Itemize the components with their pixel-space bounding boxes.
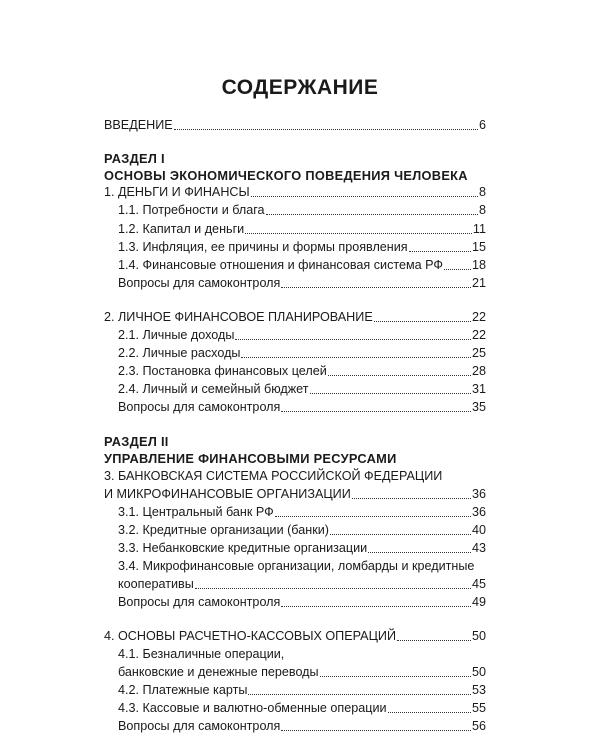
entry-page: 36 <box>471 487 486 501</box>
dot-leader <box>328 375 471 376</box>
dot-leader <box>281 606 471 607</box>
toc-entry-chapter-4[interactable] <box>104 629 486 644</box>
entry-title: 1.3. Инфляция, ее причины и формы проявления <box>118 240 408 254</box>
dot-leader <box>281 730 471 731</box>
entry-title: 2.1. Личные доходы <box>118 328 235 342</box>
entry-page: 8 <box>478 203 486 217</box>
entry-title: Вопросы для самоконтроля <box>118 400 281 414</box>
entry-page: 53 <box>471 683 486 697</box>
entry-page: 25 <box>471 346 486 360</box>
entry-title: 2. ЛИЧНОЕ ФИНАНСОВОЕ ПЛАНИРОВАНИЕ <box>104 310 373 324</box>
entry-title: И МИКРОФИНАНСОВЫЕ ОРГАНИЗАЦИИ <box>104 487 351 501</box>
entry-page: 43 <box>471 541 486 555</box>
entry-page: 22 <box>471 310 486 324</box>
toc-entry-chapter-1[interactable] <box>104 185 486 200</box>
entry-page: 31 <box>471 382 486 396</box>
toc-entry[interactable] <box>118 382 486 397</box>
entry-page: 40 <box>471 523 486 537</box>
dot-leader <box>368 552 471 553</box>
entry-title: кооперативы <box>118 577 194 591</box>
dot-leader <box>444 269 471 270</box>
toc-entry-chapter-3[interactable] <box>104 487 486 502</box>
entry-title: 2.2. Личные расходы <box>118 346 241 360</box>
entry-page: 15 <box>471 240 486 254</box>
entry-title: Вопросы для самоконтроля <box>118 719 281 733</box>
toc-entry[interactable] <box>118 364 486 379</box>
dot-leader <box>275 516 471 517</box>
entry-page: 11 <box>472 222 486 236</box>
toc-entry[interactable] <box>118 240 486 255</box>
section-label: РАЗДЕЛ II <box>104 434 169 449</box>
entry-page: 6 <box>478 118 486 132</box>
entry-title: 3.3. Небанковские кредитные организации <box>118 541 368 555</box>
entry-title: 2.4. Личный и семейный бюджет <box>118 382 309 396</box>
dot-leader <box>195 588 471 589</box>
entry-title: 4. ОСНОВЫ РАСЧЕТНО-КАССОВЫХ ОПЕРАЦИЙ <box>104 629 396 643</box>
entry-page: 36 <box>471 505 486 519</box>
chapter-3-title-line1[interactable]: 3. БАНКОВСКАЯ СИСТЕМА РОССИЙСКОЙ ФЕДЕРАЦИИ <box>104 469 443 483</box>
toc-entry[interactable] <box>118 505 486 520</box>
dot-leader <box>374 321 471 322</box>
toc-entry[interactable] <box>118 701 486 716</box>
entry-page: 8 <box>478 185 486 199</box>
entry-title: 4.3. Кассовые и валютно-обменные операции <box>118 701 387 715</box>
dot-leader <box>397 640 471 641</box>
entry-page: 45 <box>471 577 486 591</box>
dot-leader <box>251 196 478 197</box>
entry-page: 28 <box>471 364 486 378</box>
entry-page: 56 <box>471 719 486 733</box>
dot-leader <box>388 712 471 713</box>
entry-page: 50 <box>471 665 486 679</box>
dot-leader <box>330 534 471 535</box>
item-4-1-title-line1[interactable]: 4.1. Безналичные операции, <box>118 647 285 661</box>
dot-leader <box>174 129 478 130</box>
toc-entry[interactable] <box>118 203 486 218</box>
entry-title: ВВЕДЕНИЕ <box>104 118 173 132</box>
entry-title: 1.2. Капитал и деньги <box>118 222 245 236</box>
toc-entry-chapter-2[interactable] <box>104 310 486 325</box>
toc-entry[interactable] <box>118 258 486 273</box>
toc-entry[interactable] <box>118 328 486 343</box>
entry-page: 55 <box>471 701 486 715</box>
dot-leader <box>266 214 478 215</box>
section-label: РАЗДЕЛ I <box>104 151 165 166</box>
dot-leader <box>281 287 471 288</box>
entry-title: 3.2. Кредитные организации (банки) <box>118 523 329 537</box>
toc-entry[interactable] <box>118 222 486 237</box>
entry-title: 2.3. Постановка финансовых целей <box>118 364 327 378</box>
dot-leader <box>409 251 471 252</box>
toc-entry-intro[interactable] <box>104 118 486 133</box>
entry-title: банковские и денежные переводы <box>118 665 319 679</box>
dot-leader <box>241 357 471 358</box>
entry-page: 21 <box>471 276 486 290</box>
entry-page: 50 <box>471 629 486 643</box>
entry-title: Вопросы для самоконтроля <box>118 595 281 609</box>
entry-title: 1.1. Потребности и блага <box>118 203 265 217</box>
toc-entry[interactable] <box>118 577 486 592</box>
toc-entry-review[interactable] <box>118 719 486 734</box>
page-title: СОДЕРЖАНИЕ <box>221 76 379 99</box>
entry-title: Вопросы для самоконтроля <box>118 276 281 290</box>
entry-title: 3.1. Центральный банк РФ <box>118 505 274 519</box>
toc-entry[interactable] <box>118 346 486 361</box>
section-title: ОСНОВЫ ЭКОНОМИЧЕСКОГО ПОВЕДЕНИЯ ЧЕЛОВЕКА <box>104 168 468 183</box>
dot-leader <box>310 393 471 394</box>
toc-entry-review[interactable] <box>118 276 486 291</box>
toc-entry-review[interactable] <box>118 595 486 610</box>
dot-leader <box>235 339 471 340</box>
dot-leader <box>248 694 471 695</box>
entry-title: 1.4. Финансовые отношения и финансовая система РФ <box>118 258 443 272</box>
entry-page: 22 <box>471 328 486 342</box>
toc-entry[interactable] <box>118 683 486 698</box>
entry-title: 1. ДЕНЬГИ И ФИНАНСЫ <box>104 185 250 199</box>
dot-leader <box>352 498 471 499</box>
entry-page: 49 <box>471 595 486 609</box>
dot-leader <box>320 676 471 677</box>
toc-entry[interactable] <box>118 665 486 680</box>
toc-entry[interactable] <box>118 541 486 556</box>
dot-leader <box>245 233 472 234</box>
entry-page: 18 <box>471 258 486 272</box>
dot-leader <box>281 411 471 412</box>
entry-title: 4.2. Платежные карты <box>118 683 248 697</box>
toc-entry[interactable] <box>118 523 486 538</box>
item-3-4-title-line1[interactable]: 3.4. Микрофинансовые организации, ломбарды и кредитные <box>118 559 475 573</box>
section-title: УПРАВЛЕНИЕ ФИНАНСОВЫМИ РЕСУРСАМИ <box>104 451 397 466</box>
entry-page: 35 <box>471 400 486 414</box>
toc-entry-review[interactable] <box>118 400 486 415</box>
